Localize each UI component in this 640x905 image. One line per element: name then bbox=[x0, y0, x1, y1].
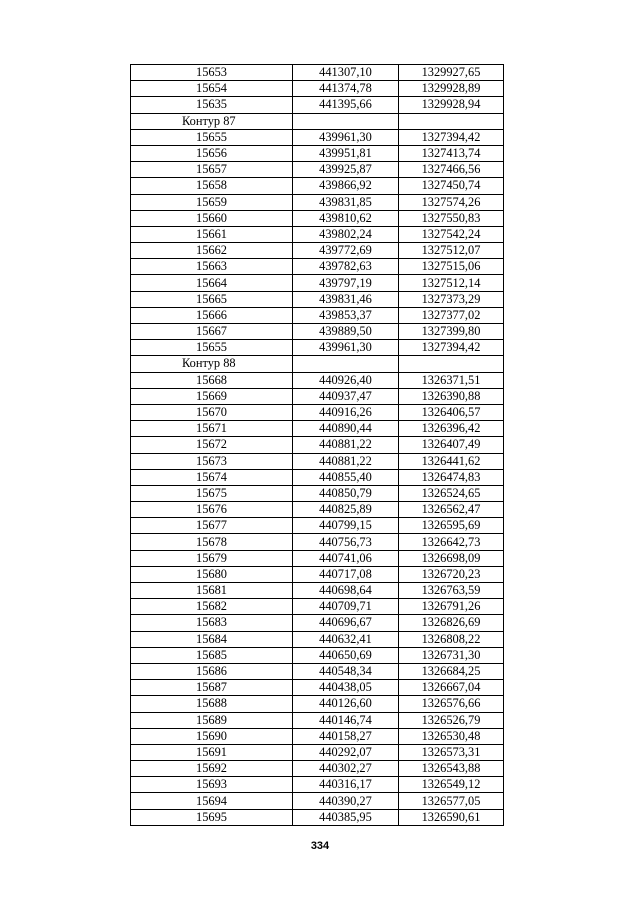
point-id-cell: 15673 bbox=[131, 453, 293, 469]
table-row bbox=[131, 162, 504, 178]
table-row bbox=[131, 178, 504, 194]
table-row bbox=[131, 631, 504, 647]
y-coordinate-cell: 1326731,30 bbox=[399, 647, 504, 663]
table-row bbox=[131, 324, 504, 340]
table-row bbox=[131, 97, 504, 113]
table-row bbox=[131, 583, 504, 599]
x-coordinate-cell: 440632,41 bbox=[293, 631, 399, 647]
contour-label: Контур 88 bbox=[131, 356, 293, 372]
contour-header-row bbox=[131, 113, 504, 129]
point-id-cell: 15693 bbox=[131, 777, 293, 793]
y-coordinate-cell: 1326576,66 bbox=[399, 696, 504, 712]
point-id-cell: 15678 bbox=[131, 534, 293, 550]
y-coordinate-cell: 1327373,29 bbox=[399, 291, 504, 307]
y-coordinate-cell: 1326698,09 bbox=[399, 550, 504, 566]
table-row bbox=[131, 81, 504, 97]
x-coordinate-cell: 441395,66 bbox=[293, 97, 399, 113]
x-coordinate-cell: 439951,81 bbox=[293, 145, 399, 161]
x-coordinate-cell: 440881,22 bbox=[293, 437, 399, 453]
point-id-cell: 15657 bbox=[131, 162, 293, 178]
point-id-cell: 15677 bbox=[131, 518, 293, 534]
table-row bbox=[131, 647, 504, 663]
point-id-cell: 15689 bbox=[131, 712, 293, 728]
table-row bbox=[131, 372, 504, 388]
point-id-cell: 15659 bbox=[131, 194, 293, 210]
table-row bbox=[131, 259, 504, 275]
y-coordinate-cell: 1326441,62 bbox=[399, 453, 504, 469]
table-row bbox=[131, 421, 504, 437]
x-coordinate-cell: 440926,40 bbox=[293, 372, 399, 388]
point-id-cell: 15691 bbox=[131, 744, 293, 760]
empty-cell bbox=[399, 113, 504, 129]
table-row bbox=[131, 518, 504, 534]
y-coordinate-cell: 1326595,69 bbox=[399, 518, 504, 534]
y-coordinate-cell: 1326720,23 bbox=[399, 566, 504, 582]
y-coordinate-cell: 1326562,47 bbox=[399, 502, 504, 518]
x-coordinate-cell: 440916,26 bbox=[293, 404, 399, 420]
point-id-cell: 15660 bbox=[131, 210, 293, 226]
table-row bbox=[131, 728, 504, 744]
x-coordinate-cell: 439925,87 bbox=[293, 162, 399, 178]
point-id-cell: 15676 bbox=[131, 502, 293, 518]
y-coordinate-cell: 1327542,24 bbox=[399, 226, 504, 242]
x-coordinate-cell: 440855,40 bbox=[293, 469, 399, 485]
x-coordinate-cell: 441307,10 bbox=[293, 65, 399, 81]
table-row bbox=[131, 534, 504, 550]
y-coordinate-cell: 1327466,56 bbox=[399, 162, 504, 178]
table-row bbox=[131, 680, 504, 696]
y-coordinate-cell: 1329928,89 bbox=[399, 81, 504, 97]
x-coordinate-cell: 439797,19 bbox=[293, 275, 399, 291]
table-row bbox=[131, 291, 504, 307]
x-coordinate-cell: 440850,79 bbox=[293, 485, 399, 501]
coordinates-table-body bbox=[131, 65, 504, 826]
y-coordinate-cell: 1326590,61 bbox=[399, 809, 504, 825]
y-coordinate-cell: 1326407,49 bbox=[399, 437, 504, 453]
table-row bbox=[131, 388, 504, 404]
point-id-cell: 15688 bbox=[131, 696, 293, 712]
table-row bbox=[131, 437, 504, 453]
point-id-cell: 15672 bbox=[131, 437, 293, 453]
x-coordinate-cell: 439831,85 bbox=[293, 194, 399, 210]
x-coordinate-cell: 439831,46 bbox=[293, 291, 399, 307]
x-coordinate-cell: 440158,27 bbox=[293, 728, 399, 744]
point-id-cell: 15666 bbox=[131, 307, 293, 323]
x-coordinate-cell: 440881,22 bbox=[293, 453, 399, 469]
x-coordinate-cell: 441374,78 bbox=[293, 81, 399, 97]
point-id-cell: 15664 bbox=[131, 275, 293, 291]
point-id-cell: 15662 bbox=[131, 243, 293, 259]
x-coordinate-cell: 439810,62 bbox=[293, 210, 399, 226]
x-coordinate-cell: 440316,17 bbox=[293, 777, 399, 793]
x-coordinate-cell: 440696,67 bbox=[293, 615, 399, 631]
y-coordinate-cell: 1327574,26 bbox=[399, 194, 504, 210]
x-coordinate-cell: 440292,07 bbox=[293, 744, 399, 760]
x-coordinate-cell: 440302,27 bbox=[293, 761, 399, 777]
page-number: 334 bbox=[310, 840, 330, 852]
y-coordinate-cell: 1327512,07 bbox=[399, 243, 504, 259]
y-coordinate-cell: 1326573,31 bbox=[399, 744, 504, 760]
point-id-cell: 15635 bbox=[131, 97, 293, 113]
table-row bbox=[131, 129, 504, 145]
x-coordinate-cell: 440756,73 bbox=[293, 534, 399, 550]
point-id-cell: 15661 bbox=[131, 226, 293, 242]
point-id-cell: 15655 bbox=[131, 129, 293, 145]
x-coordinate-cell: 440717,08 bbox=[293, 566, 399, 582]
y-coordinate-cell: 1326791,26 bbox=[399, 599, 504, 615]
table-row bbox=[131, 485, 504, 501]
table-row bbox=[131, 340, 504, 356]
table-row bbox=[131, 761, 504, 777]
y-coordinate-cell: 1326808,22 bbox=[399, 631, 504, 647]
point-id-cell: 15675 bbox=[131, 485, 293, 501]
table-row bbox=[131, 226, 504, 242]
y-coordinate-cell: 1326474,83 bbox=[399, 469, 504, 485]
point-id-cell: 15686 bbox=[131, 663, 293, 679]
table-row bbox=[131, 777, 504, 793]
point-id-cell: 15654 bbox=[131, 81, 293, 97]
point-id-cell: 15658 bbox=[131, 178, 293, 194]
y-coordinate-cell: 1327413,74 bbox=[399, 145, 504, 161]
contour-label: Контур 87 bbox=[131, 113, 293, 129]
table-row bbox=[131, 550, 504, 566]
y-coordinate-cell: 1329927,65 bbox=[399, 65, 504, 81]
point-id-cell: 15653 bbox=[131, 65, 293, 81]
x-coordinate-cell: 439889,50 bbox=[293, 324, 399, 340]
y-coordinate-cell: 1329928,94 bbox=[399, 97, 504, 113]
x-coordinate-cell: 439866,92 bbox=[293, 178, 399, 194]
point-id-cell: 15665 bbox=[131, 291, 293, 307]
point-id-cell: 15680 bbox=[131, 566, 293, 582]
point-id-cell: 15684 bbox=[131, 631, 293, 647]
table-row bbox=[131, 275, 504, 291]
x-coordinate-cell: 440548,34 bbox=[293, 663, 399, 679]
point-id-cell: 15669 bbox=[131, 388, 293, 404]
table-row bbox=[131, 712, 504, 728]
point-id-cell: 15687 bbox=[131, 680, 293, 696]
x-coordinate-cell: 439772,69 bbox=[293, 243, 399, 259]
x-coordinate-cell: 439802,24 bbox=[293, 226, 399, 242]
point-id-cell: 15671 bbox=[131, 421, 293, 437]
point-id-cell: 15655 bbox=[131, 340, 293, 356]
table-row bbox=[131, 566, 504, 582]
x-coordinate-cell: 440438,05 bbox=[293, 680, 399, 696]
y-coordinate-cell: 1326530,48 bbox=[399, 728, 504, 744]
y-coordinate-cell: 1326577,05 bbox=[399, 793, 504, 809]
point-id-cell: 15682 bbox=[131, 599, 293, 615]
y-coordinate-cell: 1326667,04 bbox=[399, 680, 504, 696]
x-coordinate-cell: 440799,15 bbox=[293, 518, 399, 534]
point-id-cell: 15692 bbox=[131, 761, 293, 777]
table-row bbox=[131, 696, 504, 712]
y-coordinate-cell: 1327399,80 bbox=[399, 324, 504, 340]
x-coordinate-cell: 440825,89 bbox=[293, 502, 399, 518]
empty-cell bbox=[293, 113, 399, 129]
table-row bbox=[131, 145, 504, 161]
x-coordinate-cell: 440126,60 bbox=[293, 696, 399, 712]
y-coordinate-cell: 1327512,14 bbox=[399, 275, 504, 291]
x-coordinate-cell: 439782,63 bbox=[293, 259, 399, 275]
empty-cell bbox=[399, 356, 504, 372]
x-coordinate-cell: 439853,37 bbox=[293, 307, 399, 323]
x-coordinate-cell: 440709,71 bbox=[293, 599, 399, 615]
point-id-cell: 15694 bbox=[131, 793, 293, 809]
y-coordinate-cell: 1327550,83 bbox=[399, 210, 504, 226]
point-id-cell: 15683 bbox=[131, 615, 293, 631]
point-id-cell: 15690 bbox=[131, 728, 293, 744]
point-id-cell: 15681 bbox=[131, 583, 293, 599]
table-row bbox=[131, 453, 504, 469]
table-row bbox=[131, 663, 504, 679]
point-id-cell: 15670 bbox=[131, 404, 293, 420]
y-coordinate-cell: 1326684,25 bbox=[399, 663, 504, 679]
point-id-cell: 15667 bbox=[131, 324, 293, 340]
table-row bbox=[131, 65, 504, 81]
y-coordinate-cell: 1326826,69 bbox=[399, 615, 504, 631]
point-id-cell: 15685 bbox=[131, 647, 293, 663]
x-coordinate-cell: 440146,74 bbox=[293, 712, 399, 728]
point-id-cell: 15663 bbox=[131, 259, 293, 275]
contour-header-row bbox=[131, 356, 504, 372]
x-coordinate-cell: 440937,47 bbox=[293, 388, 399, 404]
point-id-cell: 15674 bbox=[131, 469, 293, 485]
table-row bbox=[131, 744, 504, 760]
point-id-cell: 15695 bbox=[131, 809, 293, 825]
table-row bbox=[131, 502, 504, 518]
table-row bbox=[131, 809, 504, 825]
y-coordinate-cell: 1326390,88 bbox=[399, 388, 504, 404]
y-coordinate-cell: 1326549,12 bbox=[399, 777, 504, 793]
y-coordinate-cell: 1327450,74 bbox=[399, 178, 504, 194]
table-row bbox=[131, 599, 504, 615]
table-row bbox=[131, 615, 504, 631]
empty-cell bbox=[293, 356, 399, 372]
y-coordinate-cell: 1326763,59 bbox=[399, 583, 504, 599]
y-coordinate-cell: 1327515,06 bbox=[399, 259, 504, 275]
y-coordinate-cell: 1327377,02 bbox=[399, 307, 504, 323]
table-row bbox=[131, 210, 504, 226]
y-coordinate-cell: 1326524,65 bbox=[399, 485, 504, 501]
y-coordinate-cell: 1326371,51 bbox=[399, 372, 504, 388]
x-coordinate-cell: 439961,30 bbox=[293, 340, 399, 356]
y-coordinate-cell: 1326526,79 bbox=[399, 712, 504, 728]
y-coordinate-cell: 1326543,88 bbox=[399, 761, 504, 777]
x-coordinate-cell: 440390,27 bbox=[293, 793, 399, 809]
point-id-cell: 15668 bbox=[131, 372, 293, 388]
y-coordinate-cell: 1326406,57 bbox=[399, 404, 504, 420]
table-row bbox=[131, 194, 504, 210]
x-coordinate-cell: 440385,95 bbox=[293, 809, 399, 825]
coordinates-table bbox=[130, 64, 504, 826]
y-coordinate-cell: 1326642,73 bbox=[399, 534, 504, 550]
y-coordinate-cell: 1327394,42 bbox=[399, 129, 504, 145]
x-coordinate-cell: 440741,06 bbox=[293, 550, 399, 566]
x-coordinate-cell: 440698,64 bbox=[293, 583, 399, 599]
point-id-cell: 15679 bbox=[131, 550, 293, 566]
x-coordinate-cell: 439961,30 bbox=[293, 129, 399, 145]
x-coordinate-cell: 440890,44 bbox=[293, 421, 399, 437]
y-coordinate-cell: 1326396,42 bbox=[399, 421, 504, 437]
table-row bbox=[131, 243, 504, 259]
table-row bbox=[131, 404, 504, 420]
x-coordinate-cell: 440650,69 bbox=[293, 647, 399, 663]
y-coordinate-cell: 1327394,42 bbox=[399, 340, 504, 356]
table-row bbox=[131, 307, 504, 323]
point-id-cell: 15656 bbox=[131, 145, 293, 161]
table-row bbox=[131, 793, 504, 809]
table-row bbox=[131, 469, 504, 485]
